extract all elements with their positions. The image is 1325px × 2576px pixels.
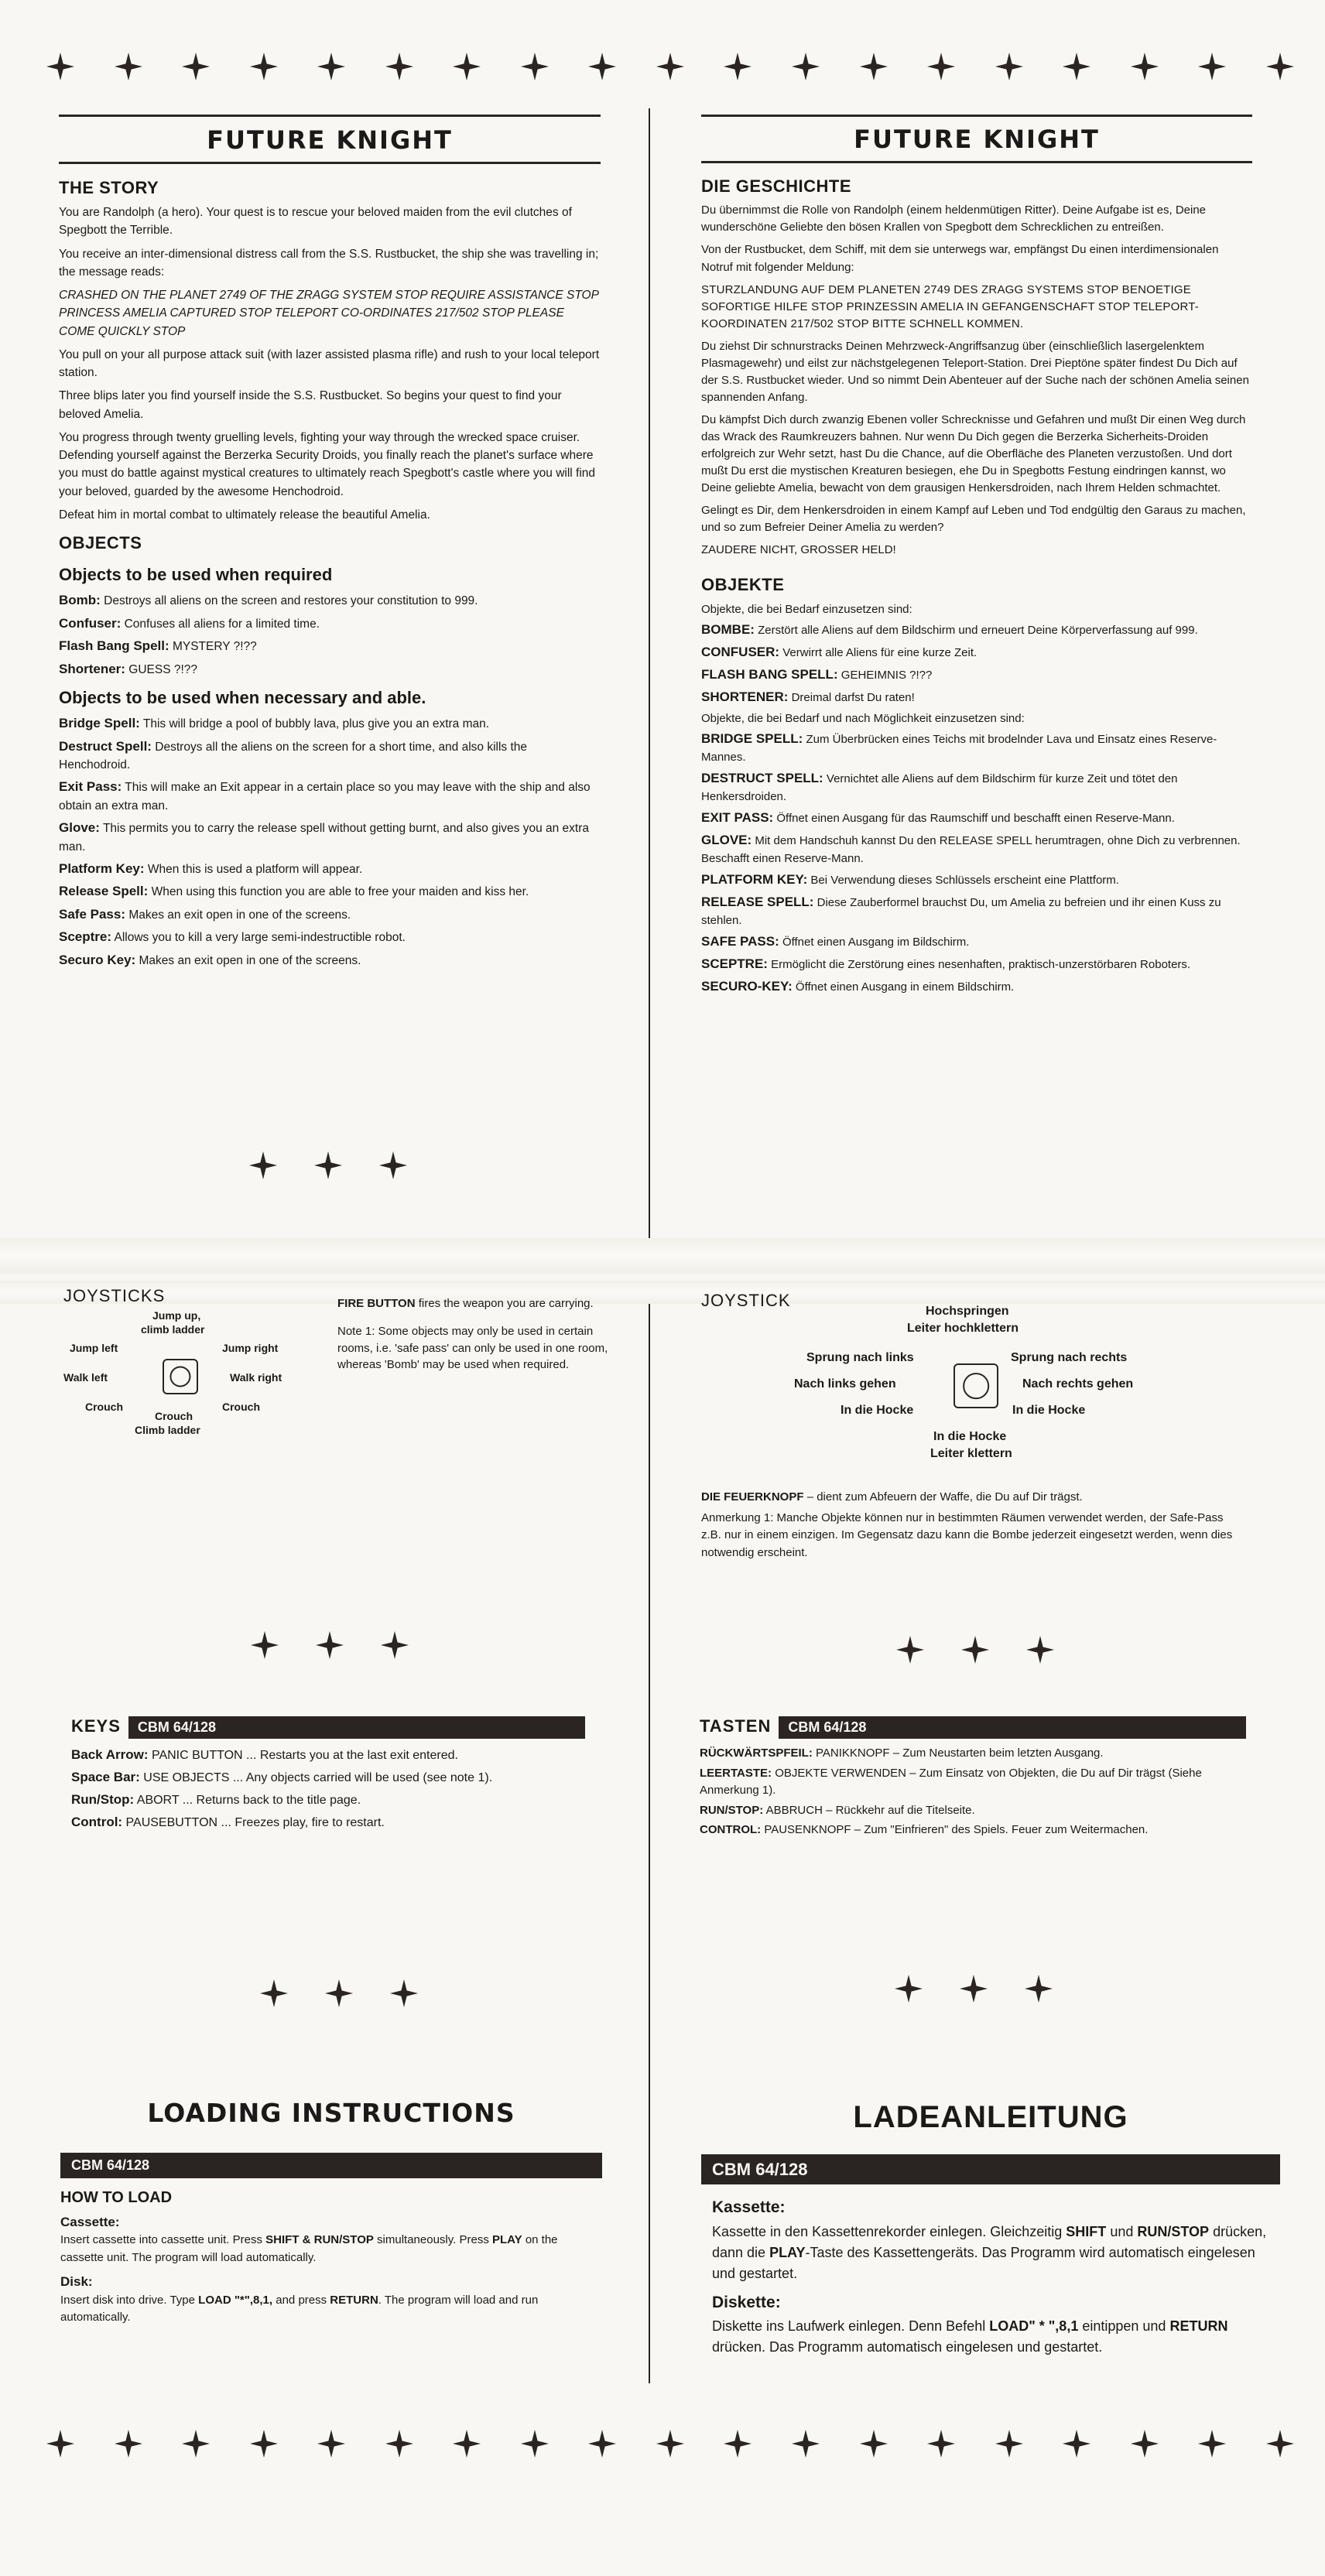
note-1: Anmerkung 1: Manche Objekte können nur in bestimmten Räumen verwendet werden, der Safe-Pass z.B. nur in einem einzigen. Im Gegensatz dazu kann die Bombe jederzeit eingesetzt werden, wenn dies notwendig erscheint. [701,1510,1233,1559]
english-loading-section [60,2094,602,2332]
joystick-diagram-de [794,1305,1134,1483]
fire-button-label: FIRE BUTTON [337,1297,416,1310]
joy-right: Nach rechts gehen [1022,1377,1134,1391]
story-paragraph: Du kämpfst Dich durch zwanzig Ebenen voller Schrecknisse und Gefahren und mußt Dir einen Weg durch das Wrack des Raumkreuzers bahnen. Nur wenn Du Dich gegen die Berzerka Sicherheits-Droiden erfolgreich zur Wehr setzt, hast Du die Chance, auf die Oberfläche des Planeten verzustoßen. Und dort mußt Du erst die mystischen Kreaturen besiegen, ehe Du in Spegbotts Festung eindringen kannst, wo Deine geliebte Amelia, bewacht von dem grausigen Henkersdroiden, nach Ihrem Helden schmachtet. [701,412,1246,495]
object-desc: This will make an Exit appear in a certain place so you may leave with the ship and also obtain an extra man. [59,781,591,812]
object-entry [701,688,1252,707]
object-desc: Allows you to kill a very large semi-indestructible robot. [114,931,406,945]
german-loading-section [701,2094,1280,2363]
key-name: Run/Stop: [71,1792,135,1807]
story-heading: THE STORY [59,178,159,197]
disk-command: LOAD" * ",8,1 [989,2318,1079,2334]
cassette-text-1: Kassette in den Kassettenrekorder einlegen. Gleichzeitig [712,2223,1063,2239]
fire-button-text [337,1295,608,1379]
object-entry [701,665,1252,685]
star-icon [656,53,684,80]
star-icon [1025,1975,1053,2003]
star-icon [1131,53,1159,80]
column-divider-bottom [649,1304,650,2383]
object-name: Bomb: [59,593,101,607]
objects-heading: OBJEKTE [701,575,785,595]
cassette-und: und [1110,2223,1134,2239]
object-entry [701,809,1252,828]
star-icon [115,2430,142,2458]
joy-down-2: Leiter klettern [930,1447,1012,1460]
key-name: LEERTASTE: [700,1766,772,1780]
object-desc: When using this function you are able to free your maiden and kiss her. [151,885,529,899]
joy-up-2: Leiter hochklettern [907,1322,1019,1335]
joy-upleft: Sprung nach links [806,1351,914,1364]
object-desc: Makes an exit open in one of the screens. [139,953,361,967]
object-desc: Zum Überbrücken eines Teichs mit brodelnder Lava und Einsatz eines Reserve-Mannes. [701,732,1217,764]
star-icon [792,2430,820,2458]
key-entry [71,1790,585,1810]
star-border-top [46,53,1294,80]
machine-bar: CBM 64/128 [128,1716,585,1739]
star-icon [896,1636,924,1664]
column-divider-top [649,108,650,1238]
object-name: Shortener: [59,661,125,676]
key-entry [700,1745,1246,1763]
object-desc: MYSTERY ?!?? [172,640,257,653]
story-paragraph: You progress through twenty gruelling levels, fighting your way through the wrecked space cruiser. Defending yourself against the Berzerka Security Droids, you finally reach the planet's surface where you must do battle against mystical creatures to ultimately reach Spegbott's castle where you will find your beloved, guarded by the awesome Henchodroid. [59,430,596,498]
star-border-bottom [46,2430,1294,2458]
object-entry [701,831,1252,867]
joysticks-heading: JOYSTICKS [63,1286,166,1305]
disk-text-3: drücken. Das Programm automatisch eingelesen und gestartet. [712,2339,1103,2355]
star-icon [656,2430,684,2458]
object-desc: Zerstört alle Aliens auf dem Bildschirm und erneuert Deine Körperverfassung auf 999. [758,623,1198,637]
star-icon [995,53,1023,80]
english-title: FUTURE KNIGHT [59,115,601,164]
object-name: RELEASE SPELL: [701,894,814,909]
joy-down: In die Hocke [933,1430,1007,1443]
object-name: Sceptre: [59,929,112,945]
key-name: RÜCKWÄRTSPFEIL: [700,1746,813,1760]
fire-button-text [701,1489,1243,1567]
distress-message: CRASHED ON THE PLANET 2749 OF THE ZRAGG SYSTEM STOP REQUIRE ASSISTANCE STOP PRINCESS AMELIA CAPTURED STOP TELEPORT CO-ORDINATES 217/502 STOP PLEASE COME QUICKLY STOP [59,289,599,338]
star-icon [390,1979,418,2007]
star-icon [895,1975,923,2003]
key-name: Back Arrow: [71,1747,149,1762]
story-paragraph: You receive an inter-dimensional distress call from the S.S. Rustbucket, the ship she was travelling in; the message reads: [59,247,599,279]
star-icon [995,2430,1023,2458]
story-heading: DIE GESCHICHTE [701,176,852,197]
star-cluster [251,1631,409,1659]
object-name: Destruct Spell: [59,738,152,754]
german-story-panel [701,115,1252,1000]
star-icon [316,1631,344,1659]
object-entry [701,643,1252,662]
english-keys-section [71,1713,585,1835]
joystick-diagram-en [63,1309,327,1441]
object-entry [59,713,601,734]
key-entry [71,1767,585,1787]
key-desc: PANIC BUTTON ... Restarts you at the last exit entered. [151,1749,458,1762]
joy-upright: Jump right [222,1342,279,1354]
object-entry [701,621,1252,640]
object-entry [59,818,601,856]
key-desc: PAUSENKNOPF – Zum "Einfrieren" des Spiels. Feuer zum Weitermachen. [764,1823,1149,1836]
star-icon [1266,53,1294,80]
star-cluster [260,1979,418,2007]
star-cluster [895,1975,1053,2003]
object-name: BRIDGE SPELL: [701,730,803,746]
star-icon [317,53,345,80]
cassette-text-3: -Taste des Kassettengeräts. Das Programm wird automatisch eingelesen und gestartet. [712,2244,1255,2281]
necessary-heading: Objects to be used when necessary and able. [59,688,426,707]
story-paragraph: Three blips later you find yourself inside the S.S. Rustbucket. So begins your quest to find your beloved Amelia. [59,389,562,421]
star-icon [1063,2430,1090,2458]
object-entry [59,927,601,947]
disk-return: RETURN [330,2293,378,2307]
disk-instructions [712,2316,1280,2358]
machine-bar: CBM 64/128 [779,1716,1246,1739]
joystick-heading: JOYSTICK [701,1291,791,1310]
disk-command: LOAD "*",8,1, [198,2293,273,2307]
cassette-text-3: on the cassette unit. The program will load automatically. [60,2233,558,2264]
star-icon [385,53,413,80]
required-heading: Objects to be used when required [59,565,333,584]
joy-left: Walk left [63,1371,108,1384]
object-entry [59,737,601,775]
objects-intro: Objekte, die bei Bedarf und nach Möglichkeit einzusetzen sind: [701,711,1025,725]
star-icon [960,1975,988,2003]
object-entry [59,614,601,634]
object-name: SECURO-KEY: [701,978,793,994]
star-icon [250,53,278,80]
key-desc: PANIKKNOPF – Zum Neustarten beim letzten Ausgang. [816,1746,1104,1760]
joy-downright: In die Hocke [1012,1404,1086,1417]
star-cluster [896,1636,1054,1664]
joy-up: Hochspringen [926,1305,1009,1318]
object-entry [701,977,1252,997]
fire-button-desc: fires the weapon you are carrying. [418,1297,594,1310]
cassette-label: Kassette: [712,2198,786,2216]
keys-header [700,1713,1246,1739]
star-icon [860,53,888,80]
star-icon [182,2430,210,2458]
disk-label: Disk: [60,2274,93,2289]
object-name: EXIT PASS: [701,809,774,825]
object-entry [701,730,1252,766]
distress-message: STURZLANDUNG AUF DEM PLANETEN 2749 DES ZRAGG SYSTEMS STOP BENOETIGE SOFORTIGE HILFE STOP PRINZESSIN AMELIA IN GEFANGENSCHAFT STOP TELEPORT-KOORDINATEN 217/502 STOP BITTE SCHNELL KOMMEN. [701,282,1199,330]
star-icon [792,53,820,80]
object-name: CONFUSER: [701,644,780,659]
star-icon [1198,53,1226,80]
star-icon [251,1631,279,1659]
joy-down-2: Climb ladder [135,1424,200,1436]
joy-right: Walk right [230,1371,282,1384]
object-desc: Diese Zauberformel brauchst Du, um Amelia zu befreien und ihr einen Kuss zu stehlen. [701,895,1221,927]
key-desc: USE OBJECTS ... Any objects carried will be used (see note 1). [143,1771,493,1784]
disk-return: RETURN [1169,2318,1228,2334]
note-1: Note 1: Some objects may only be used in certain rooms, i.e. 'safe pass' can only be used in one room, whereas 'Bomb' may be used when required. [337,1324,608,1372]
object-name: BOMBE: [701,621,755,637]
keys-heading: KEYS [71,1716,121,1736]
object-name: Platform Key: [59,860,145,876]
machine-bar: CBM 64/128 [701,2154,1280,2184]
fire-button-desc: – dient zum Abfeuern der Waffe, die Du auf Dir trägst. [806,1490,1083,1504]
object-entry [59,777,601,815]
object-name: PLATFORM KEY: [701,871,808,887]
object-desc: GEHEIMNIS ?!?? [841,668,933,682]
cassette-shift: SHIFT [1066,2223,1107,2239]
disk-text-3: . The program will load and run automatically. [60,2293,539,2324]
object-desc: Destroys all the aliens on the screen for a short time, and also kills the Henchodroid. [59,740,528,771]
object-entry [59,636,601,656]
joy-upright: Sprung nach rechts [1011,1351,1128,1364]
star-icon [1063,53,1090,80]
cassette-instructions [60,2232,602,2266]
cassette-text-2: simultaneously. Press [377,2233,489,2246]
object-desc: Öffnet einen Ausgang in einem Bildschirm. [795,980,1015,994]
key-name: Space Bar: [71,1770,140,1784]
key-name: Control: [71,1815,123,1829]
object-desc: Öffnet einen Ausgang für das Raumschiff und beschafft einen Reserve-Mann. [776,811,1175,825]
star-icon [381,1631,409,1659]
object-desc: Makes an exit open in one of the screens. [128,908,351,922]
object-desc: Dreimal darfst Du raten! [791,690,915,704]
german-title: FUTURE KNIGHT [701,115,1252,163]
object-entry [59,859,601,879]
object-desc: GUESS ?!?? [128,662,198,676]
fold-line-upper [0,1238,1325,1274]
object-desc: Verwirrt alle Aliens für eine kurze Zeit. [782,645,977,659]
object-name: Exit Pass: [59,779,122,795]
key-entry [700,1765,1246,1800]
keys-header [71,1713,585,1739]
story-paragraph: You are Randolph (a hero). Your quest is to rescue your beloved maiden from the evil clutches of Spegbott the Terrible. [59,206,572,238]
object-desc: Bei Verwendung dieses Schlüssels erscheint eine Plattform. [810,873,1119,887]
german-keys-section [700,1713,1246,1842]
object-name: FLASH BANG SPELL: [701,666,838,682]
object-desc: Confuses all aliens for a limited time. [124,617,320,631]
object-desc: This permits you to carry the release spell without getting burnt, and also gives you an extra man. [59,822,590,854]
star-icon [521,2430,549,2458]
joy-up-2: climb ladder [141,1323,205,1336]
object-desc: When this is used a platform will appear. [147,862,363,876]
joy-downleft: Crouch [85,1401,123,1413]
star-icon [325,1979,353,2007]
cassette-play: PLAY [769,2244,806,2260]
star-icon [385,2430,413,2458]
joystick-icon [163,1359,198,1394]
disk-text-2: eintippen und [1082,2318,1166,2334]
star-icon [182,53,210,80]
key-entry [71,1745,585,1765]
cassette-label: Cassette: [60,2214,120,2229]
objects-intro: Objekte, die bei Bedarf einzusetzen sind: [701,602,912,616]
english-story-panel [59,115,601,973]
machine-bar: CBM 64/128 [60,2153,602,2178]
object-desc: Mit dem Handschuh kannst Du den RELEASE SPELL herumtragen, ohne Dich zu verbrennen. Beschafft einen Reserve-Mann. [701,833,1241,865]
joy-up: Jump up, [152,1309,201,1322]
object-entry [59,881,601,901]
joystick-icon [954,1363,998,1408]
star-icon [724,2430,752,2458]
objects-heading: OBJECTS [59,533,142,552]
object-entry [59,590,601,611]
object-desc: Öffnet einen Ausgang im Bildschirm. [782,935,970,949]
cassette-keys: SHIFT & RUN/STOP [265,2233,374,2246]
joy-left: Nach links gehen [794,1377,896,1391]
object-name: Glove: [59,820,100,835]
story-paragraph: You pull on your all purpose attack suit (with lazer assisted plasma rifle) and rush to your local teleport station. [59,347,600,379]
english-joystick-section [63,1286,621,1456]
star-icon [521,53,549,80]
object-name: GLOVE: [701,832,752,847]
star-icon [724,53,752,80]
star-icon [46,53,74,80]
star-icon [453,53,481,80]
star-icon [250,2430,278,2458]
star-icon [453,2430,481,2458]
star-icon [860,2430,888,2458]
object-name: Flash Bang Spell: [59,638,169,653]
joy-upleft: Jump left [70,1342,118,1354]
object-name: Release Spell: [59,884,149,899]
object-name: Confuser: [59,615,122,631]
joy-downleft: In die Hocke [841,1404,914,1417]
key-desc: ABORT ... Returns back to the title page. [136,1794,361,1807]
story-paragraph: Gelingt es Dir, dem Henkersdroiden in einem Kampf auf Leben und Tod endgültig den Garaus zu machen, und so zum Befreier Deiner Amelia zu werden? [701,504,1246,535]
cassette-runstop: RUN/STOP [1137,2223,1210,2239]
star-icon [927,2430,955,2458]
star-icon [379,1151,407,1179]
star-icon [1266,2430,1294,2458]
how-to-load-heading: HOW TO LOAD [60,2188,173,2206]
object-entry [701,769,1252,806]
star-icon [249,1151,277,1179]
story-paragraph: Du ziehst Dir schnurstracks Deinen Mehrzweck-Angriffsanzug über (einschließlich lasergelenktem Plasmagewehr) und eilst zur nächstgelegenen Teleport-Station. Drei Pieptöne später findest Du Dich auf der S.S. Rustbucket wieder. Und so nimmt Dein Abenteuer auf der Suche nach der schönen Amelia seinen spannenden Anfang. [701,339,1249,404]
cassette-instructions [712,2222,1280,2284]
story-paragraph: ZAUDERE NICHT, GROSSER HELD! [701,543,896,557]
object-name: SHORTENER: [701,689,789,704]
star-icon [1198,2430,1226,2458]
object-entry [59,950,601,970]
key-desc: PAUSEBUTTON ... Freezes play, fire to restart. [125,1816,385,1829]
object-entry [701,955,1252,974]
story-paragraph: Defeat him in mortal combat to ultimately release the beautiful Amelia. [59,508,430,522]
disk-label: Diskette: [712,2293,781,2311]
key-entry [71,1812,585,1832]
object-desc: Vernichtet alle Aliens auf dem Bildschirm für kurze Zeit und tötet den Henkersdroiden. [701,771,1178,803]
disk-instructions [60,2292,602,2327]
story-paragraph: Du übernimmst die Rolle von Randolph (einem heldenmütigen Ritter). Deine Aufgabe ist es, Deine wunderschöne Geliebte den bösen Krallen von Spegbott dem Schrecklichen zu entreißen. [701,204,1207,234]
disk-text-1: Diskette ins Laufwerk einlegen. Denn Befehl [712,2318,986,2334]
joy-downright: Crouch [222,1401,260,1413]
object-desc: Destroys all aliens on the screen and restores your constitution to 999. [104,594,478,607]
object-name: SAFE PASS: [701,933,779,949]
fire-button-label: DIE FEUERKNOPF [701,1490,804,1504]
object-name: Safe Pass: [59,906,125,922]
star-icon [314,1151,342,1179]
star-icon [927,53,955,80]
cassette-text-2: drücken, dann die [712,2223,1267,2260]
story-paragraph: Von der Rustbucket, dem Schiff, mit dem sie unterwegs war, empfängst Du einen interdimensionalen Notruf mit folgender Meldung: [701,243,1219,274]
key-name: CONTROL: [700,1823,762,1836]
cassette-text-1: Insert cassette into cassette unit. Press [60,2233,262,2246]
joy-down: Crouch [155,1410,193,1422]
object-name: SCEPTRE: [701,956,768,971]
object-name: Bridge Spell: [59,716,140,730]
star-icon [115,53,142,80]
key-desc: ABBRUCH – Rückkehr auf die Titelseite. [765,1803,975,1817]
object-name: DESTRUCT SPELL: [701,770,823,785]
star-icon [588,2430,616,2458]
star-icon [46,2430,74,2458]
star-icon [260,1979,288,2007]
star-icon [1026,1636,1054,1664]
object-entry [59,659,601,679]
loading-title: LOADING INSTRUCTIONS [147,2098,515,2128]
star-icon [1131,2430,1159,2458]
object-desc: This will bridge a pool of bubbly lava, plus give you an extra man. [142,717,490,730]
cassette-play: PLAY [492,2233,522,2246]
star-icon [588,53,616,80]
object-entry [701,932,1252,952]
loading-title: LADEANLEITUNG [853,2100,1128,2134]
star-icon [961,1636,989,1664]
disk-text-1: Insert disk into drive. Type [60,2293,195,2307]
disk-text-2: and press [276,2293,327,2307]
object-entry [701,871,1252,890]
german-joystick-section [701,1286,1251,1580]
key-entry [700,1802,1246,1820]
keys-heading: TASTEN [700,1716,772,1736]
object-name: Securo Key: [59,952,136,967]
key-name: RUN/STOP: [700,1803,764,1817]
object-entry [59,905,601,925]
key-entry [700,1822,1246,1839]
key-desc: OBJEKTE VERWENDEN – Zum Einsatz von Objekten, die Du auf Dir trägst (Siehe Anmerkung 1). [700,1766,1202,1797]
object-desc: Ermöglicht die Zerstörung eines nesenhaften, praktisch-unzerstörbaren Roboters. [771,957,1191,971]
star-cluster [249,1151,407,1179]
star-icon [317,2430,345,2458]
object-entry [701,893,1252,929]
